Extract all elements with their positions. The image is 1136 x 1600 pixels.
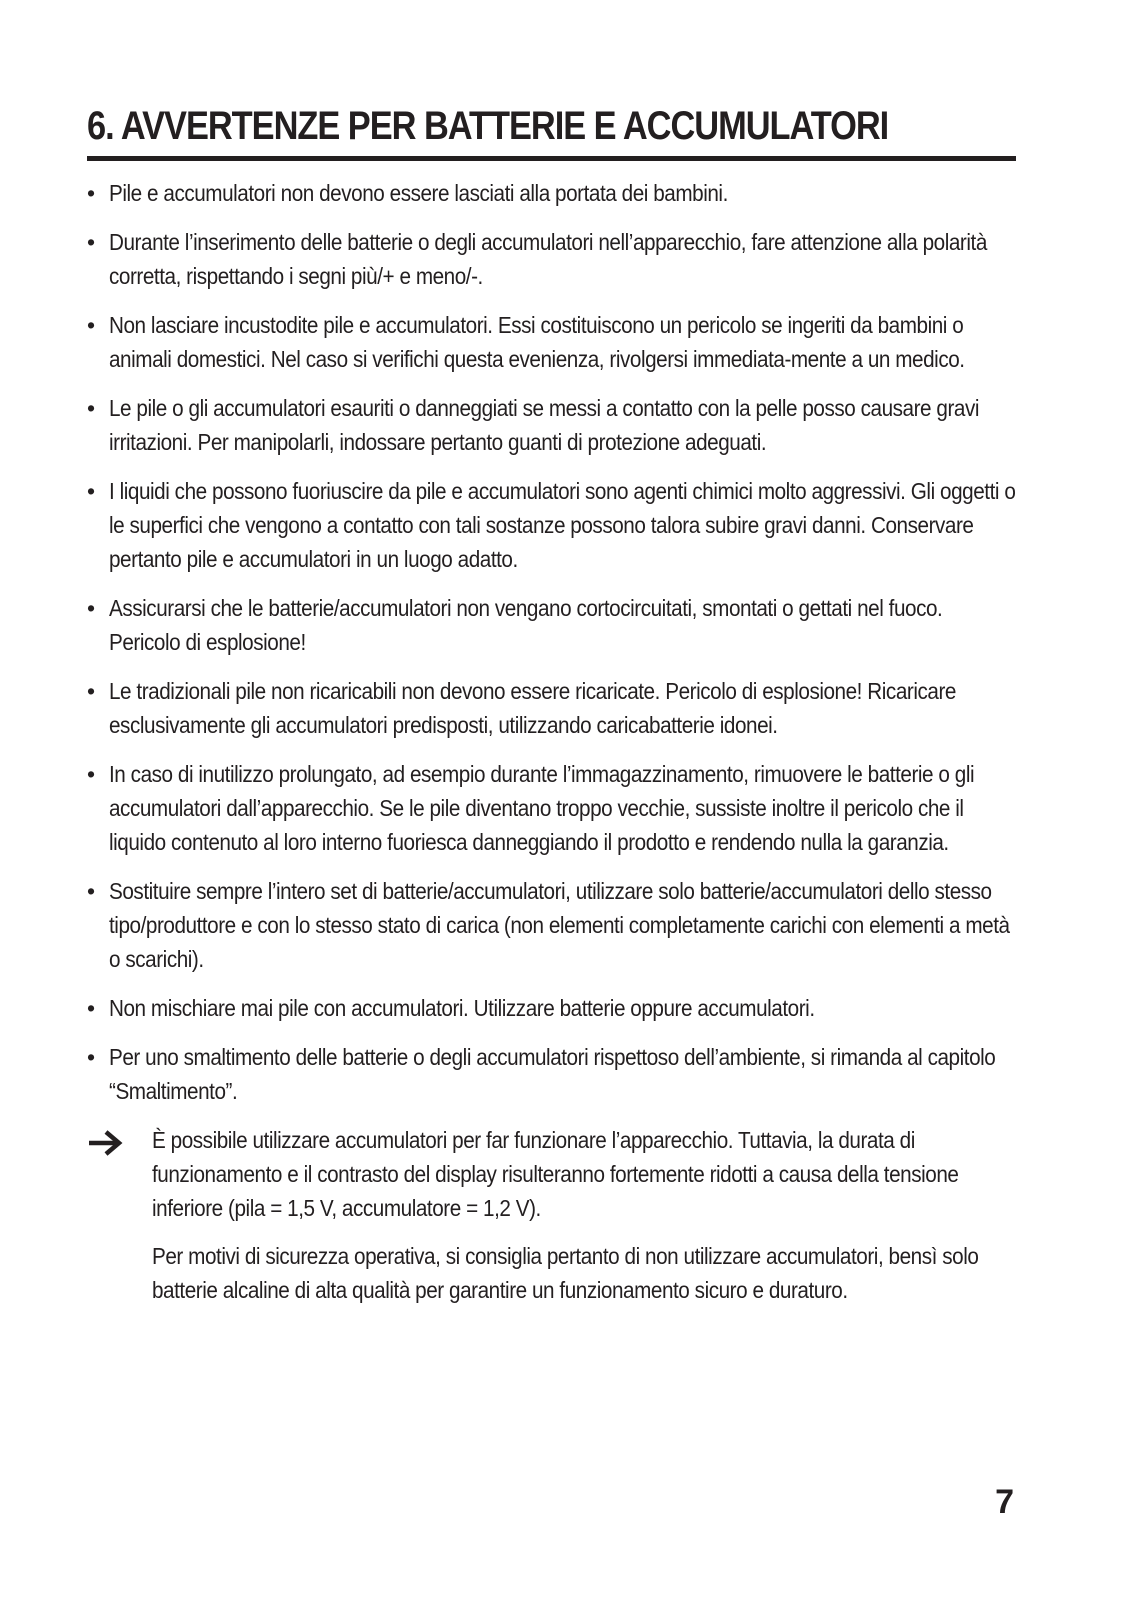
bullet-icon: • [87, 1044, 95, 1070]
note-paragraph: Per motivi di sicurezza operativa, si consiglia pertanto di non utilizzare accumulatori, bensì solo batterie alcaline di alta qualità per garantire un funzionamento sicuro e duraturo. [152, 1243, 979, 1303]
list-item [87, 991, 1017, 1025]
bullet-icon: • [87, 180, 95, 206]
bullet-icon: • [87, 878, 95, 904]
bullet-icon: • [87, 595, 95, 621]
bullet-icon: • [87, 995, 95, 1021]
note-block [87, 1123, 1017, 1307]
list-item-text: Non lasciare incustodite pile e accumulatori. Essi costituiscono un pericolo se ingeriti da bambini o animali domestici. Nel caso si verifichi questa evenienza, rivolgersi immediata-mente a un medico. [109, 312, 965, 372]
list-item [87, 591, 1017, 659]
list-item [87, 674, 1017, 742]
arrow-right-icon [87, 1129, 123, 1157]
list-item-text: Per uno smaltimento delle batterie o degli accumulatori rispettoso dell’ambiente, si rimanda al capitolo “Smaltimento”. [109, 1044, 996, 1104]
list-item-text: Le tradizionali pile non ricaricabili non devono essere ricaricate. Pericolo di esplosione! Ricaricare esclusivamente gli accumulatori predisposti, utilizzando caricabatterie idonei. [109, 678, 956, 738]
list-item [87, 1040, 1017, 1108]
list-item [87, 308, 1017, 376]
list-item-text: Sostituire sempre l’intero set di batterie/accumulatori, utilizzare solo batterie/accumulatori dello stesso tipo/produttore e con lo stesso stato di carica (non elementi completamente carichi con elementi a metà o scarichi). [109, 878, 1010, 972]
list-item [87, 391, 1017, 459]
list-item [87, 225, 1017, 293]
bullet-icon: • [87, 478, 95, 504]
list-item-text: Le pile o gli accumulatori esauriti o danneggiati se messi a contatto con la pelle posso causare gravi irritazioni. Per manipolarli, indossare pertanto guanti di protezione adeguati. [109, 395, 980, 455]
title-rule [87, 156, 1016, 161]
list-item-text: Durante l’inserimento delle batterie o degli accumulatori nell’apparecchio, fare attenzione alla polarità corretta, rispettando i segni più/+ e meno/-. [109, 229, 987, 289]
list-item-text: Assicurarsi che le batterie/accumulatori non vengano cortocircuitati, smontati o gettati nel fuoco. Pericolo di esplosione! [109, 595, 943, 655]
warning-list [87, 176, 1017, 1108]
list-item-text: I liquidi che possono fuoriuscire da pile e accumulatori sono agenti chimici molto aggressivi. Gli oggetti o le superfici che vengono a contatto con tali sostanze possono talora subire gravi danni. Conservare pertanto pile e accumulatori in un luogo adatto. [109, 478, 1016, 572]
page-title: 6. AVVERTENZE PER BATTERIE E ACCUMULATORI [87, 104, 889, 148]
list-item [87, 176, 1017, 210]
list-item-text: Non mischiare mai pile con accumulatori. Utilizzare batterie oppure accumulatori. [109, 995, 815, 1021]
bullet-icon: • [87, 678, 95, 704]
bullet-icon: • [87, 229, 95, 255]
list-item [87, 474, 1017, 576]
list-item [87, 874, 1017, 976]
list-item-text: In caso di inutilizzo prolungato, ad esempio durante l’immagazzinamento, rimuovere le batterie o gli accumulatori dall’apparecchio. Se le pile diventano troppo vecchie, sussiste inoltre il pericolo che il liquido contenuto al loro interno fuoriesca danneggiando il prodotto e rendendo nulla la garanzia. [109, 761, 975, 855]
bullet-icon: • [87, 312, 95, 338]
content [87, 176, 1017, 1321]
bullet-icon: • [87, 395, 95, 421]
note-paragraph: È possibile utilizzare accumulatori per far funzionare l’apparecchio. Tuttavia, la durata di funzionamento e il contrasto del display risulteranno fortemente ridotti a causa della tensione inferiore (pila = 1,5 V, accumulatore = 1,2 V). [152, 1127, 959, 1221]
bullet-icon: • [87, 761, 95, 787]
page-number: 7 [995, 1483, 1014, 1521]
list-item [87, 757, 1017, 859]
list-item-text: Pile e accumulatori non devono essere lasciati alla portata dei bambini. [109, 180, 728, 206]
